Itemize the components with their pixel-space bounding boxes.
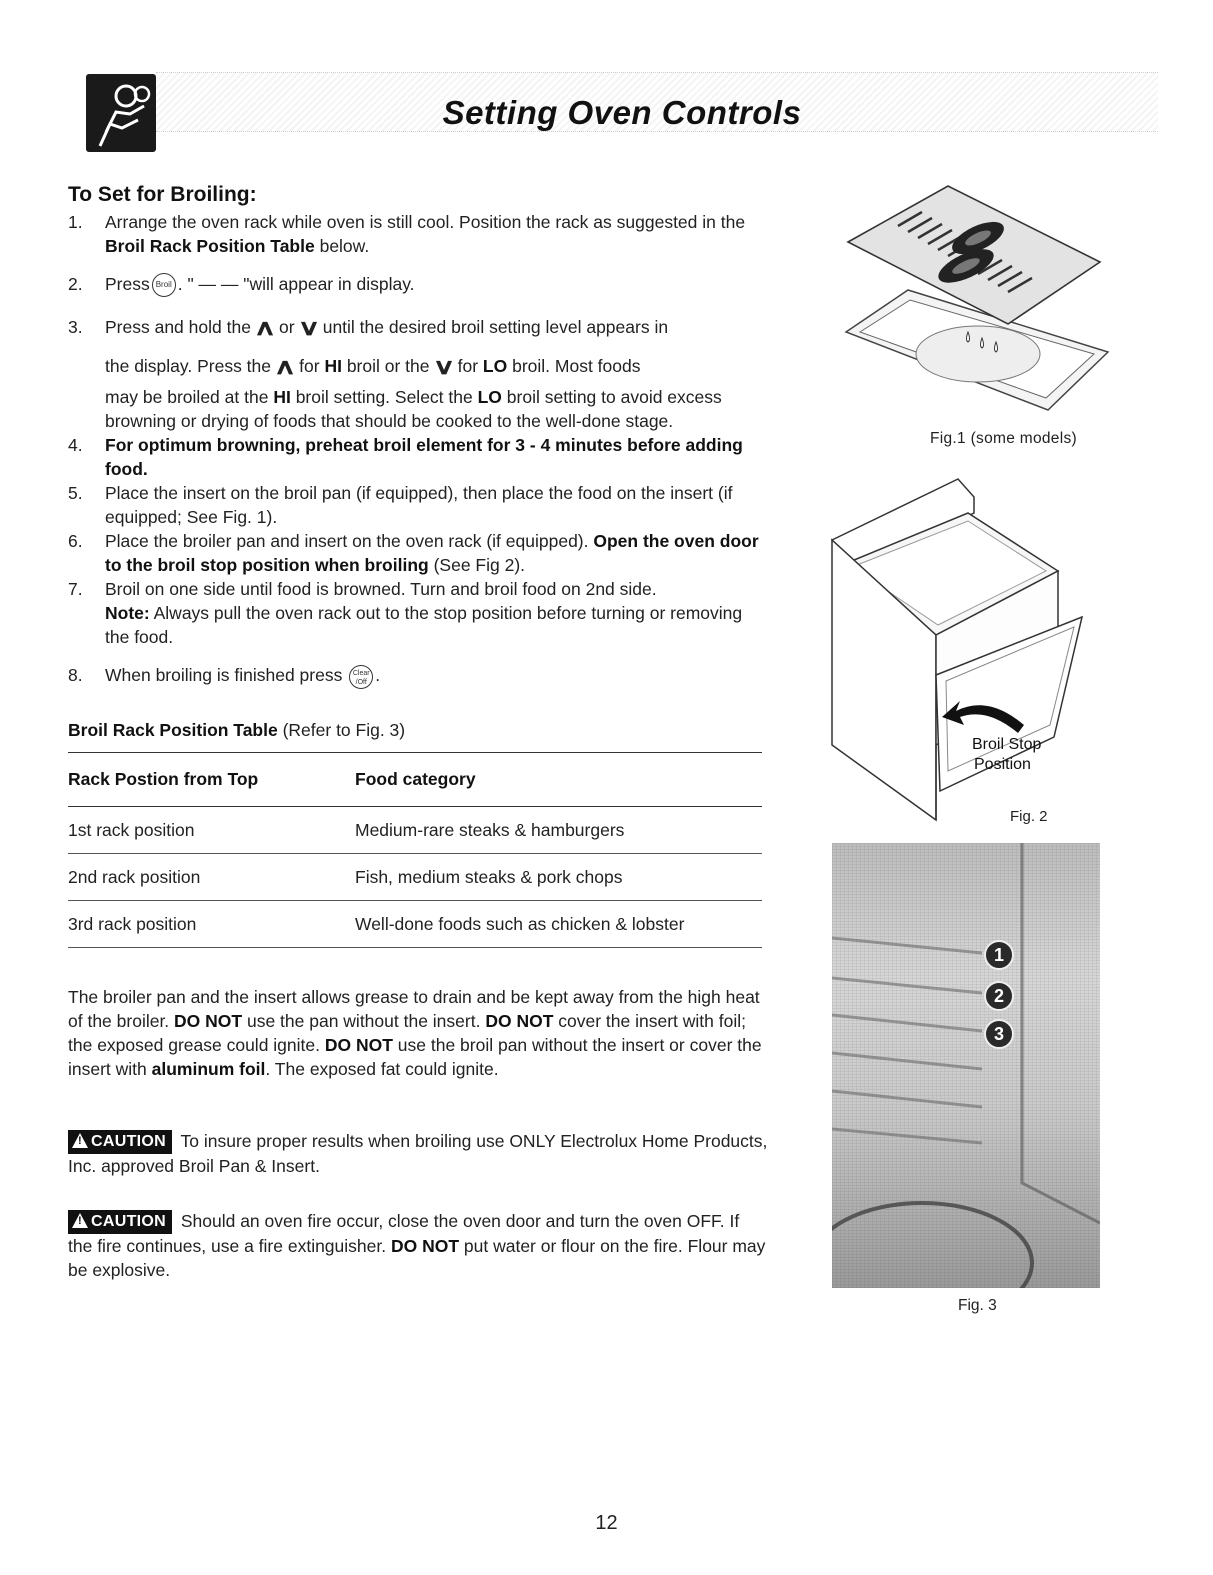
step-8: 8. When broiling is finished press Clear /Off . <box>68 663 768 688</box>
step-3: 3. Press and hold the ∧ or ∨ until the desired broil setting level appears in the display. Press the ∧ for HI broil or the ∨ for LO broil. Most foods may be broiled at the HI broil setting. Select the LO broil setting to avoid excess browning or drying of foods that should be cooked to the well-done stage. <box>68 315 722 432</box>
table-row <box>68 854 762 901</box>
rack-position-3-marker: 3 <box>984 1019 1014 1049</box>
warning-triangle-icon <box>72 1133 88 1148</box>
up-arrow-icon: ∧ <box>273 354 297 380</box>
table-header-row <box>68 752 762 807</box>
rack-position-1-marker: 1 <box>984 940 1014 970</box>
broil-button-icon: Broil <box>152 273 176 297</box>
step-5: 5. Place the insert on the broil pan (if equipped), then place the food on the insert (if equipped; See Fig. 1). <box>68 483 733 528</box>
up-arrow-icon: ∧ <box>253 315 277 341</box>
step-1: 1. Arrange the oven rack while oven is still cool. Position the rack as suggested in the Broil Rack Position Table below. <box>68 212 746 256</box>
caution-note-1: !CAUTION To insure proper results when broiling use ONLY Electrolux Home Products, Inc. approved Broil Pan & Insert. <box>68 1129 768 1178</box>
table-row <box>68 901 762 948</box>
figure-3-caption: Fig. 3 <box>958 1297 997 1314</box>
section-title: To Set for Broiling: <box>68 183 257 206</box>
table-cell: Fish, medium steaks & pork chops <box>355 866 623 887</box>
table-cell: Well-done foods such as chicken & lobster <box>355 913 685 934</box>
broil-rack-position-table <box>68 752 762 948</box>
caution-badge: !CAUTION <box>68 1130 172 1154</box>
broil-stop-label-2: Position <box>974 756 1031 773</box>
table-cell: 2nd rack position <box>68 866 201 887</box>
rack-position-2-marker: 2 <box>984 981 1014 1011</box>
page-title: Setting Oven Controls <box>442 94 802 131</box>
table-row <box>68 807 762 854</box>
column-header: Food category <box>355 769 476 789</box>
figure-oven-rack-positions <box>832 843 1100 1288</box>
warning-triangle-icon <box>72 1213 88 1228</box>
table-cell: Medium-rare steaks & hamburgers <box>355 819 625 840</box>
step-2: 2. Press Broil . " — — "will appear in display. <box>68 272 768 297</box>
step-4: 4. For optimum browning, preheat broil element for 3 - 4 minutes before adding food. <box>68 435 743 480</box>
broil-stop-label-1: Broil Stop <box>972 736 1042 753</box>
caution-badge: !CAUTION <box>68 1210 172 1234</box>
page-header <box>86 58 1158 154</box>
figure-2-caption: Fig. 2 <box>1010 808 1048 825</box>
figure-1-caption: Fig.1 (some models) <box>930 430 1077 447</box>
figure-oven-broil-stop <box>828 475 1098 830</box>
broiling-steps <box>68 210 768 689</box>
page-number: 12 <box>595 1512 618 1534</box>
table-caption: Broil Rack Position Table (Refer to Fig. 3) <box>68 720 406 740</box>
broiler-pan-paragraph: The broiler pan and the insert allows grease to drain and be kept away from the high heat of the broiler. DO NOT use the pan without the insert. DO NOT cover the insert with foil; the exposed grease could ignite. DO NOT use the broil pan without the insert or cover the insert with aluminum foil. The exposed fat could ignite. <box>68 987 762 1079</box>
column-header: Rack Postion from Top <box>68 769 259 789</box>
step-6: 6. Place the broiler pan and insert on the oven rack (if equipped). Open the oven door to the broil stop position when broiling (See Fig 2). <box>68 531 759 576</box>
caution-note-2: !CAUTION Should an oven fire occur, close the oven door and turn the oven OFF. If the fire continues, use a fire extinguisher. DO NOT put water or flour on the fire. Flour may be explosive. <box>68 1209 768 1282</box>
step-7: 7. Broil on one side until food is browned. Turn and broil food on 2nd side. Note: Always pull the oven rack out to the stop position before turning or removing the food. <box>68 579 743 648</box>
table-cell: 3rd rack position <box>68 913 197 934</box>
clear-off-button-icon: Clear /Off <box>349 665 373 689</box>
table-cell: 1st rack position <box>68 819 195 840</box>
figure-broil-pan-insert <box>838 182 1118 417</box>
down-arrow-icon: ∨ <box>432 354 455 380</box>
down-arrow-icon: ∨ <box>297 315 320 341</box>
